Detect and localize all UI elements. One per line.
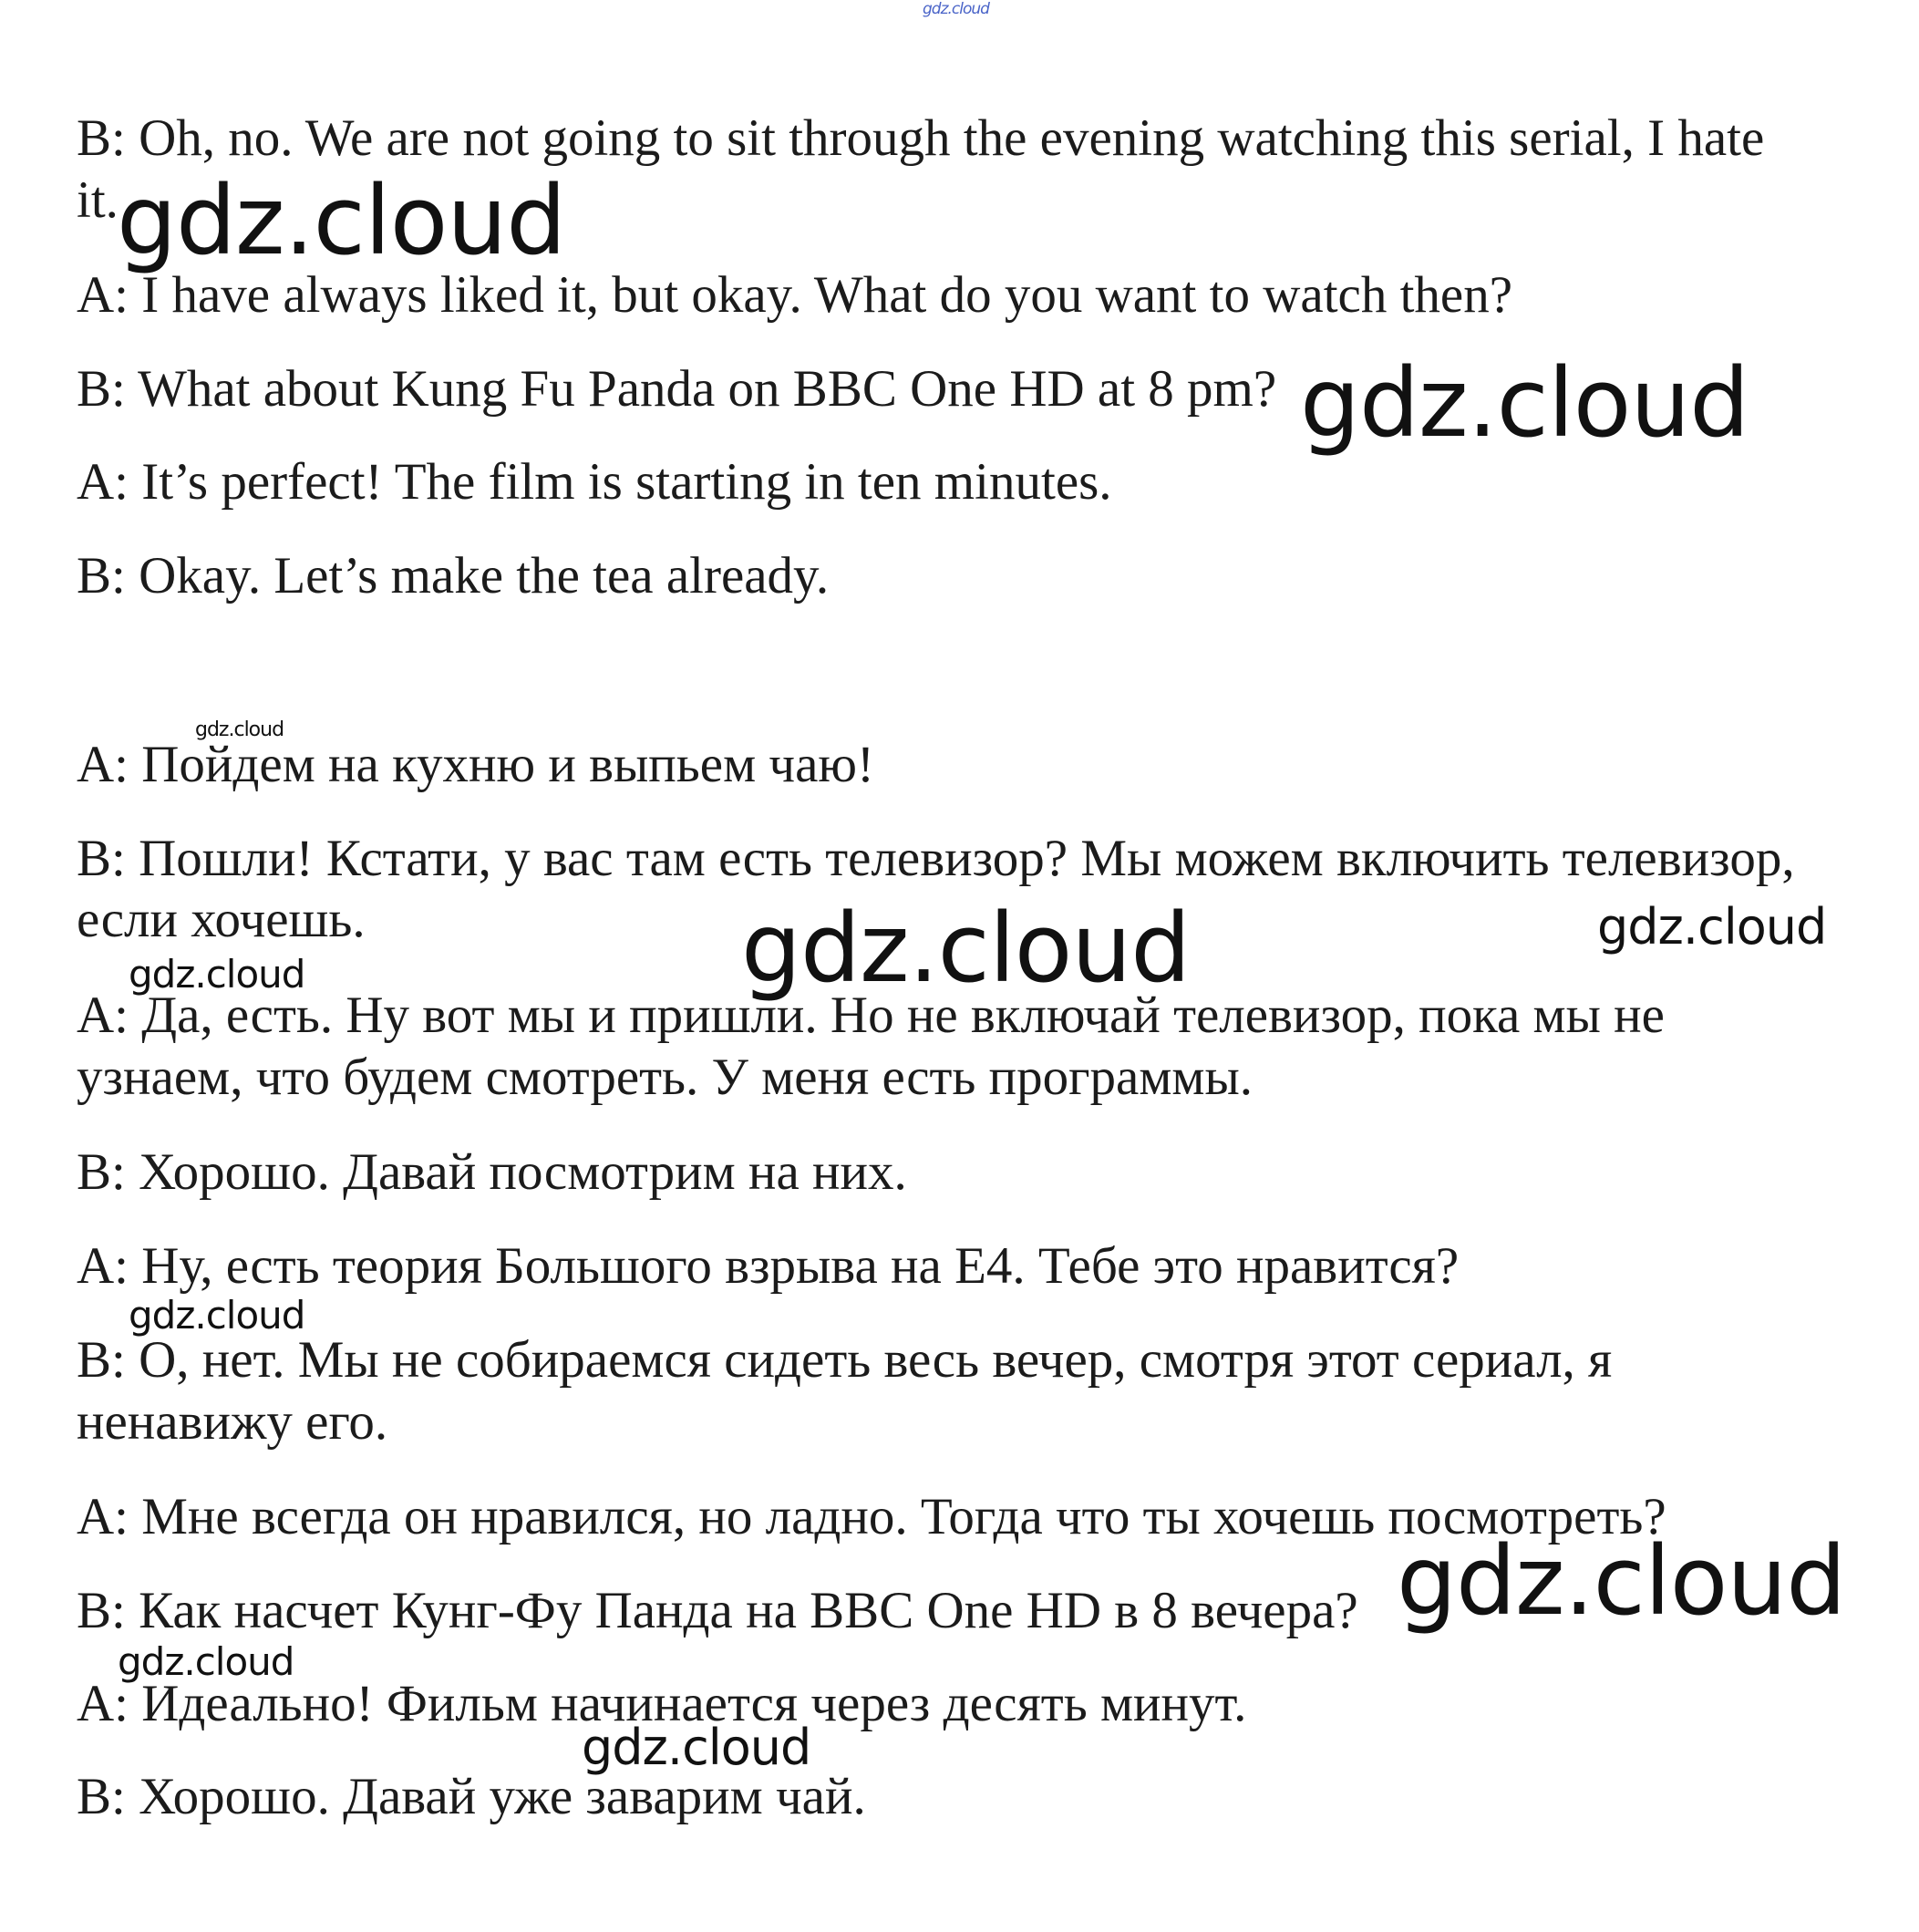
dialogue-line: A: Мне всегда он нравился, но ладно. Тогда что ты хочешь посмотреть?	[77, 1488, 1666, 1545]
dialogue-line: узнаем, что будем смотреть. У меня есть программы.	[77, 1049, 1254, 1106]
dialogue-line: B: Пошли! Кстати, у вас там есть телевизор? Мы можем включить телевизор,	[77, 830, 1795, 887]
dialogue-line: B: Oh, no. We are not going to sit through the evening watching this serial, I hate	[77, 109, 1765, 167]
dialogue-line: B: О, нет. Мы не собираемся сидеть весь вечер, смотря этот сериал, я	[77, 1331, 1613, 1389]
watermark: gdz.cloud	[741, 893, 1191, 1004]
dialogue-line: A: Пойдем на кухню и выпьем чаю!	[77, 736, 874, 793]
dialogue-line: B: What about Kung Fu Panda on BBC One HD at 8 pm?	[77, 360, 1277, 418]
watermark: gdz.cloud	[118, 1639, 294, 1684]
watermark: gdz.cloud	[117, 165, 566, 276]
dialogue-line: A: Ну, есть теория Большого взрыва на Е4. Тебе это нравится?	[77, 1237, 1460, 1295]
watermark: gdz.cloud	[129, 1293, 305, 1338]
watermark: gdz.cloud	[1597, 898, 1827, 956]
dialogue-line: it.	[77, 171, 119, 229]
dialogue-line: B: Okay. Let’s make the tea already.	[77, 547, 830, 604]
dialogue-line: B: Хорошо. Давай посмотрим на них.	[77, 1143, 907, 1201]
dialogue-line: если хочешь.	[77, 891, 366, 948]
dialogue-line: A: Идеально! Фильм начинается через десять минут.	[77, 1675, 1247, 1732]
dialogue-line: A: I have always liked it, but okay. What do you want to watch then?	[77, 266, 1513, 324]
watermark: gdz.cloud	[582, 1719, 811, 1776]
dialogue-line: B: Как насчет Кунг-Фу Панда на BBC One HD в 8 вечера?	[77, 1582, 1358, 1639]
dialogue-line: A: Да, есть. Ну вот мы и пришли. Но не включай телевизор, пока мы не	[77, 987, 1665, 1044]
dialogue-line: A: It’s perfect! The film is starting in ten minutes.	[77, 453, 1112, 511]
dialogue-line: ненавижу его.	[77, 1393, 388, 1451]
watermark: gdz.cloud	[129, 952, 305, 997]
top-watermark: gdz.cloud	[923, 0, 989, 18]
watermark: gdz.cloud	[195, 718, 284, 741]
watermark: gdz.cloud	[1397, 1525, 1846, 1637]
watermark: gdz.cloud	[1300, 347, 1749, 459]
dialogue-line: B: Хорошо. Давай уже заварим чай.	[77, 1768, 866, 1825]
